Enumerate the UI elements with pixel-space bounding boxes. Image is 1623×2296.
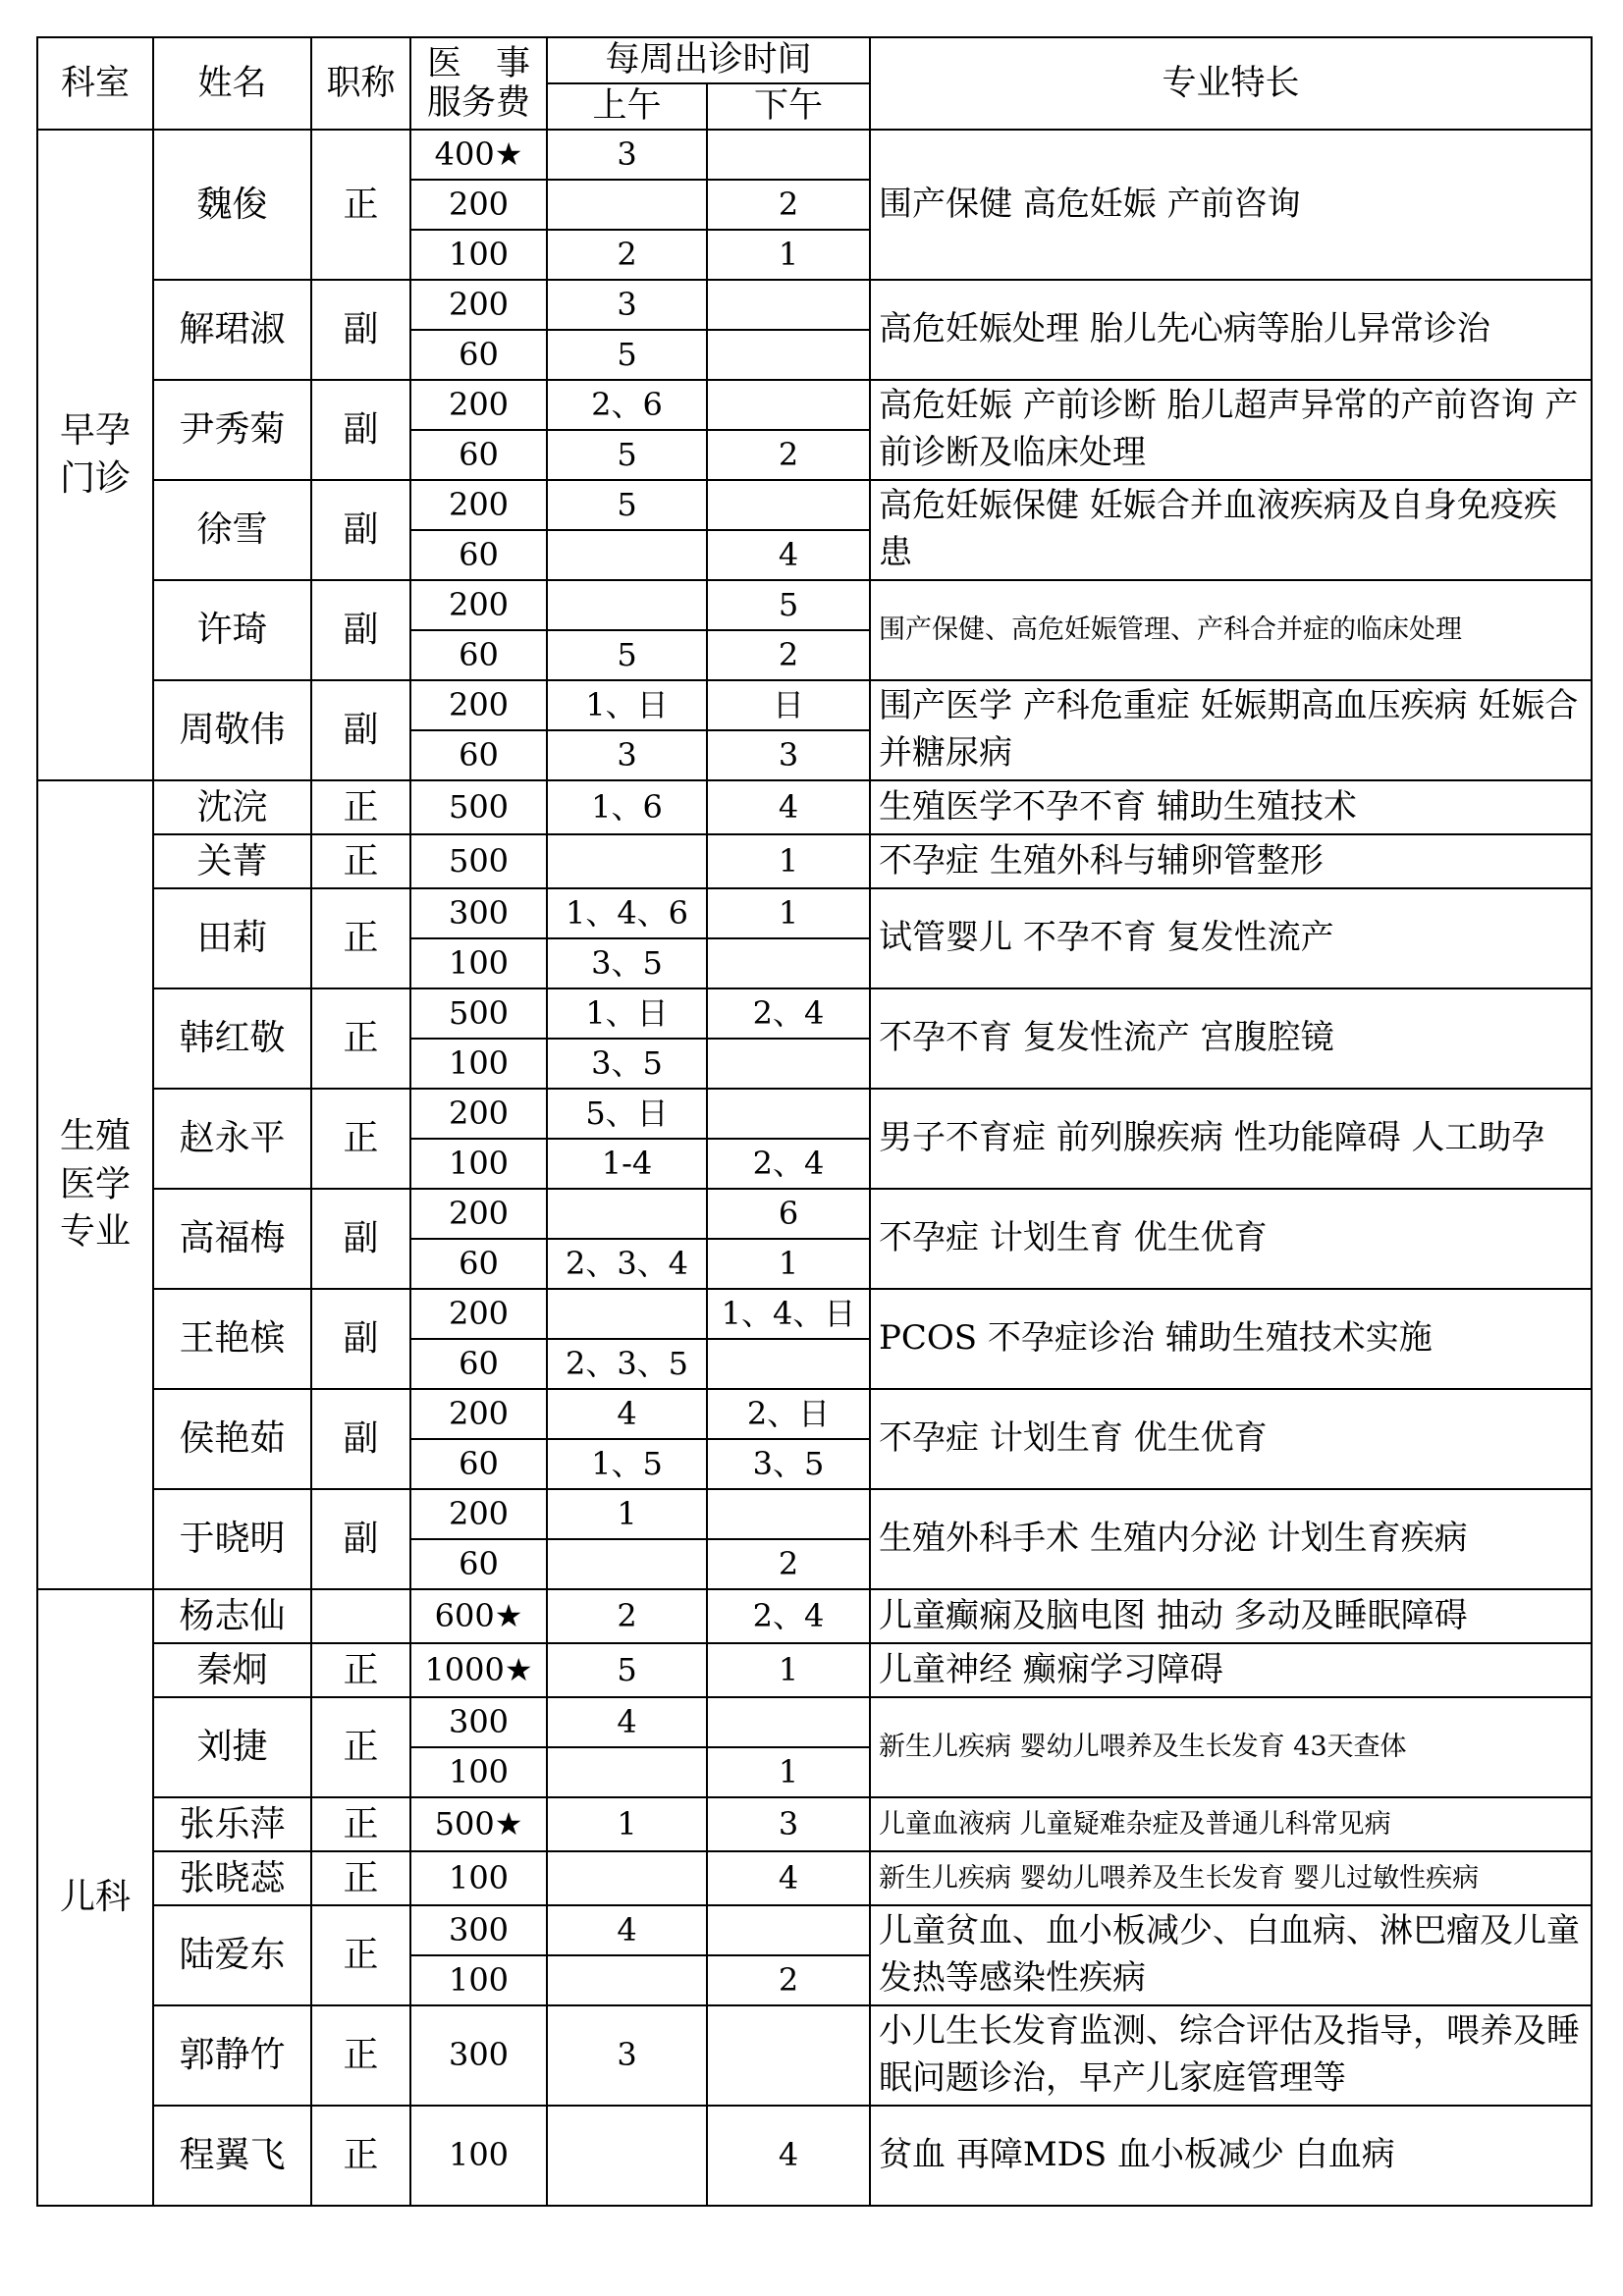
department-cell	[37, 130, 153, 780]
afternoon-cell: 2	[707, 1539, 870, 1589]
afternoon-cell: 3、5	[707, 1439, 870, 1489]
header-schedule: 每周出诊时间	[547, 37, 870, 83]
morning-cell: 4	[547, 1905, 707, 1955]
doctor-name: 程翼飞	[153, 2106, 311, 2206]
afternoon-cell	[707, 1697, 870, 1747]
afternoon-cell: 5	[707, 580, 870, 630]
table-row	[37, 1089, 1592, 1139]
specialty-cell: 围产医学 产科危重症 妊娠期高血压疾病 妊娠合并糖尿病	[870, 680, 1592, 780]
doctor-name: 高福梅	[153, 1189, 311, 1289]
morning-cell: 4	[547, 1389, 707, 1439]
doctor-name: 田莉	[153, 888, 311, 988]
table-row	[37, 888, 1592, 938]
morning-cell: 1、6	[547, 780, 707, 834]
fee-cell: 100	[410, 1747, 547, 1797]
doctor-name: 张晓蕊	[153, 1851, 311, 1905]
doctor-title: 正	[311, 834, 410, 888]
morning-cell	[547, 1851, 707, 1905]
department-label-line: 医学	[59, 1163, 131, 1204]
table-row	[37, 580, 1592, 630]
fee-cell: 300	[410, 888, 547, 938]
morning-cell: 1-4	[547, 1139, 707, 1189]
doctor-title: 正	[311, 1643, 410, 1697]
morning-cell: 5	[547, 1643, 707, 1697]
afternoon-cell: 4	[707, 2106, 870, 2206]
afternoon-cell	[707, 1039, 870, 1089]
afternoon-cell: 1	[707, 1747, 870, 1797]
table-row	[37, 1189, 1592, 1239]
morning-cell: 1、4、6	[547, 888, 707, 938]
morning-cell: 2、3、4	[547, 1239, 707, 1289]
fee-cell: 60	[410, 730, 547, 780]
doctor-name: 赵永平	[153, 1089, 311, 1189]
table-row	[37, 1851, 1592, 1905]
table-row	[37, 780, 1592, 834]
doctor-name: 刘捷	[153, 1697, 311, 1797]
afternoon-cell: 1	[707, 834, 870, 888]
table-row	[37, 1643, 1592, 1697]
clinic-schedule-table	[36, 36, 1593, 2207]
morning-cell: 2	[547, 230, 707, 280]
morning-cell	[547, 1539, 707, 1589]
specialty-cell: 儿童贫血、血小板减少、白血病、淋巴瘤及儿童发热等感染性疾病	[870, 1905, 1592, 2005]
morning-cell	[547, 530, 707, 580]
afternoon-cell	[707, 1089, 870, 1139]
doctor-name: 王艳槟	[153, 1289, 311, 1389]
fee-cell: 300	[410, 2005, 547, 2106]
specialty-cell: 生殖医学不孕不育 辅助生殖技术	[870, 780, 1592, 834]
morning-cell: 2	[547, 1589, 707, 1643]
table-row	[37, 988, 1592, 1039]
specialty-cell: 儿童神经 癫痫学习障碍	[870, 1643, 1592, 1697]
morning-cell: 3	[547, 2005, 707, 2106]
fee-cell: 200	[410, 380, 547, 430]
department-cell	[37, 780, 153, 1589]
fee-cell: 300	[410, 1905, 547, 1955]
fee-cell: 100	[410, 1851, 547, 1905]
morning-cell: 2、6	[547, 380, 707, 430]
header-department: 科室	[37, 37, 153, 130]
table-row	[37, 130, 1592, 180]
specialty-cell: 试管婴儿 不孕不育 复发性流产	[870, 888, 1592, 988]
fee-cell: 100	[410, 1139, 547, 1189]
doctor-title: 正	[311, 888, 410, 988]
afternoon-cell: 2	[707, 1955, 870, 2005]
header-name: 姓名	[153, 37, 311, 130]
morning-cell	[547, 1289, 707, 1339]
morning-cell: 2、3、5	[547, 1339, 707, 1389]
doctor-name: 关菁	[153, 834, 311, 888]
doctor-title: 正	[311, 1797, 410, 1851]
table-row	[37, 1905, 1592, 1955]
morning-cell	[547, 2106, 707, 2206]
fee-cell: 100	[410, 230, 547, 280]
afternoon-cell: 1、4、日	[707, 1289, 870, 1339]
morning-cell	[547, 580, 707, 630]
table-row	[37, 480, 1592, 530]
fee-cell: 60	[410, 1439, 547, 1489]
doctor-title: 副	[311, 280, 410, 380]
morning-cell	[547, 180, 707, 230]
department-label-line: 儿科	[59, 1876, 131, 1917]
doctor-name: 韩红敬	[153, 988, 311, 1089]
department-label-line: 早孕	[59, 409, 131, 451]
morning-cell: 3、5	[547, 1039, 707, 1089]
fee-cell: 60	[410, 1339, 547, 1389]
doctor-name: 周敬伟	[153, 680, 311, 780]
table-row	[37, 380, 1592, 430]
specialty-cell: 新生儿疾病 婴幼儿喂养及生长发育 43天查体	[870, 1697, 1592, 1797]
header-fee	[410, 37, 547, 130]
doctor-name: 许琦	[153, 580, 311, 680]
doctor-name: 侯艳茹	[153, 1389, 311, 1489]
doctor-title: 正	[311, 988, 410, 1089]
table-row	[37, 1797, 1592, 1851]
table-row	[37, 1697, 1592, 1747]
doctor-name: 徐雪	[153, 480, 311, 580]
department-label-line: 生殖	[59, 1116, 131, 1157]
specialty-cell: 男子不育症 前列腺疾病 性功能障碍 人工助孕	[870, 1089, 1592, 1189]
fee-cell: 60	[410, 430, 547, 480]
morning-cell: 5	[547, 630, 707, 680]
fee-cell: 200	[410, 480, 547, 530]
afternoon-cell	[707, 130, 870, 180]
specialty-cell: 儿童血液病 儿童疑难杂症及普通儿科常见病	[870, 1797, 1592, 1851]
specialty-cell: 围产保健、高危妊娠管理、产科合并症的临床处理	[870, 580, 1592, 680]
doctor-title: 副	[311, 380, 410, 480]
fee-cell: 60	[410, 1239, 547, 1289]
fee-cell: 300	[410, 1697, 547, 1747]
table-row	[37, 834, 1592, 888]
specialty-cell: 高危妊娠处理 胎儿先心病等胎儿异常诊治	[870, 280, 1592, 380]
morning-cell: 1	[547, 1489, 707, 1539]
afternoon-cell	[707, 1489, 870, 1539]
specialty-cell: 生殖外科手术 生殖内分泌 计划生育疾病	[870, 1489, 1592, 1589]
morning-cell: 5	[547, 480, 707, 530]
fee-cell: 100	[410, 1039, 547, 1089]
fee-cell: 400★	[410, 130, 547, 180]
morning-cell: 5	[547, 330, 707, 380]
fee-cell: 100	[410, 938, 547, 988]
morning-cell: 3	[547, 130, 707, 180]
afternoon-cell	[707, 1339, 870, 1389]
doctor-name: 张乐萍	[153, 1797, 311, 1851]
specialty-cell: 小儿生长发育监测、综合评估及指导，喂养及睡眠问题诊治，早产儿家庭管理等	[870, 2005, 1592, 2106]
specialty-cell: 不孕症 计划生育 优生优育	[870, 1189, 1592, 1289]
afternoon-cell: 3	[707, 1797, 870, 1851]
fee-cell: 500	[410, 780, 547, 834]
department-label-line: 专业	[59, 1211, 131, 1253]
fee-cell: 60	[410, 330, 547, 380]
afternoon-cell: 2	[707, 430, 870, 480]
specialty-cell: 新生儿疾病 婴幼儿喂养及生长发育 婴儿过敏性疾病	[870, 1851, 1592, 1905]
afternoon-cell: 4	[707, 530, 870, 580]
doctor-name: 魏俊	[153, 130, 311, 280]
table-row	[37, 1389, 1592, 1439]
doctor-name: 尹秀菊	[153, 380, 311, 480]
fee-cell: 500★	[410, 1797, 547, 1851]
doctor-title: 正	[311, 1697, 410, 1797]
afternoon-cell: 2、日	[707, 1389, 870, 1439]
morning-cell: 5	[547, 430, 707, 480]
specialty-cell: PCOS 不孕症诊治 辅助生殖技术实施	[870, 1289, 1592, 1389]
afternoon-cell: 2	[707, 180, 870, 230]
specialty-cell: 贫血 再障MDS 血小板减少 白血病	[870, 2106, 1592, 2206]
doctor-name: 陆爱东	[153, 1905, 311, 2005]
doctor-title: 副	[311, 1489, 410, 1589]
afternoon-cell	[707, 938, 870, 988]
specialty-cell: 不孕症 计划生育 优生优育	[870, 1389, 1592, 1489]
header-morning: 上午	[547, 83, 707, 130]
doctor-title: 副	[311, 580, 410, 680]
afternoon-cell: 1	[707, 230, 870, 280]
fee-cell: 60	[410, 630, 547, 680]
header-title: 职称	[311, 37, 410, 130]
afternoon-cell: 1	[707, 1643, 870, 1697]
morning-cell: 3、5	[547, 938, 707, 988]
afternoon-cell	[707, 2005, 870, 2106]
doctor-title: 副	[311, 480, 410, 580]
fee-cell: 60	[410, 530, 547, 580]
fee-cell: 60	[410, 1539, 547, 1589]
specialty-cell: 不孕不育 复发性流产 宫腹腔镜	[870, 988, 1592, 1089]
morning-cell: 3	[547, 730, 707, 780]
afternoon-cell	[707, 330, 870, 380]
morning-cell	[547, 1189, 707, 1239]
morning-cell: 1	[547, 1797, 707, 1851]
afternoon-cell	[707, 380, 870, 430]
doctor-title: 正	[311, 1089, 410, 1189]
table-row	[37, 2005, 1592, 2106]
fee-cell: 200	[410, 680, 547, 730]
doctor-title	[311, 1589, 410, 1643]
morning-cell: 1、日	[547, 988, 707, 1039]
doctor-name: 沈浣	[153, 780, 311, 834]
morning-cell: 5、日	[547, 1089, 707, 1139]
department-cell	[37, 1589, 153, 2206]
doctor-name: 秦炯	[153, 1643, 311, 1697]
afternoon-cell: 4	[707, 780, 870, 834]
morning-cell: 4	[547, 1697, 707, 1747]
specialty-cell: 围产保健 高危妊娠 产前咨询	[870, 130, 1592, 280]
department-label-line: 门诊	[59, 457, 131, 499]
fee-cell: 500	[410, 988, 547, 1039]
fee-cell: 200	[410, 1289, 547, 1339]
fee-cell: 200	[410, 280, 547, 330]
afternoon-cell: 2、4	[707, 1139, 870, 1189]
doctor-title: 副	[311, 1189, 410, 1289]
fee-cell: 600★	[410, 1589, 547, 1643]
doctor-title: 正	[311, 1851, 410, 1905]
fee-cell: 100	[410, 2106, 547, 2206]
afternoon-cell: 日	[707, 680, 870, 730]
afternoon-cell	[707, 1905, 870, 1955]
morning-cell	[547, 1955, 707, 2005]
fee-cell: 500	[410, 834, 547, 888]
specialty-cell: 不孕症 生殖外科与辅卵管整形	[870, 834, 1592, 888]
specialty-cell: 高危妊娠 产前诊断 胎儿超声异常的产前咨询 产前诊断及临床处理	[870, 380, 1592, 480]
table-row	[37, 680, 1592, 730]
table-row	[37, 1589, 1592, 1643]
morning-cell	[547, 1747, 707, 1797]
afternoon-cell: 3	[707, 730, 870, 780]
doctor-title: 正	[311, 780, 410, 834]
specialty-cell: 儿童癫痫及脑电图 抽动 多动及睡眠障碍	[870, 1589, 1592, 1643]
doctor-name: 于晓明	[153, 1489, 311, 1589]
doctor-name: 解珺淑	[153, 280, 311, 380]
header-specialty: 专业特长	[870, 37, 1592, 130]
doctor-title: 正	[311, 2106, 410, 2206]
doctor-title: 副	[311, 1389, 410, 1489]
morning-cell: 3	[547, 280, 707, 330]
fee-cell: 1000★	[410, 1643, 547, 1697]
fee-cell: 100	[410, 1955, 547, 2005]
fee-cell: 200	[410, 1389, 547, 1439]
header-fee-line2: 服务费	[426, 83, 530, 123]
table-row	[37, 280, 1592, 330]
doctor-name: 杨志仙	[153, 1589, 311, 1643]
fee-cell: 200	[410, 180, 547, 230]
table-body	[37, 130, 1592, 2206]
morning-cell: 1、日	[547, 680, 707, 730]
afternoon-cell	[707, 280, 870, 330]
afternoon-cell: 1	[707, 888, 870, 938]
fee-cell: 200	[410, 1489, 547, 1539]
afternoon-cell: 2、4	[707, 988, 870, 1039]
doctor-title: 副	[311, 680, 410, 780]
fee-cell: 200	[410, 1089, 547, 1139]
header-fee-line1: 医 事	[426, 43, 530, 83]
doctor-title: 正	[311, 1905, 410, 2005]
fee-cell: 200	[410, 580, 547, 630]
afternoon-cell	[707, 480, 870, 530]
table-row	[37, 1489, 1592, 1539]
table-row	[37, 2106, 1592, 2206]
afternoon-cell: 4	[707, 1851, 870, 1905]
fee-cell: 200	[410, 1189, 547, 1239]
doctor-title: 正	[311, 130, 410, 280]
doctor-name: 郭静竹	[153, 2005, 311, 2106]
doctor-title: 副	[311, 1289, 410, 1389]
afternoon-cell: 2	[707, 630, 870, 680]
afternoon-cell: 6	[707, 1189, 870, 1239]
morning-cell	[547, 834, 707, 888]
table-row	[37, 1289, 1592, 1339]
specialty-cell: 高危妊娠保健 妊娠合并血液疾病及自身免疫疾患	[870, 480, 1592, 580]
doctor-title: 正	[311, 2005, 410, 2106]
header-afternoon: 下午	[707, 83, 870, 130]
morning-cell: 1、5	[547, 1439, 707, 1489]
afternoon-cell: 1	[707, 1239, 870, 1289]
afternoon-cell: 2、4	[707, 1589, 870, 1643]
